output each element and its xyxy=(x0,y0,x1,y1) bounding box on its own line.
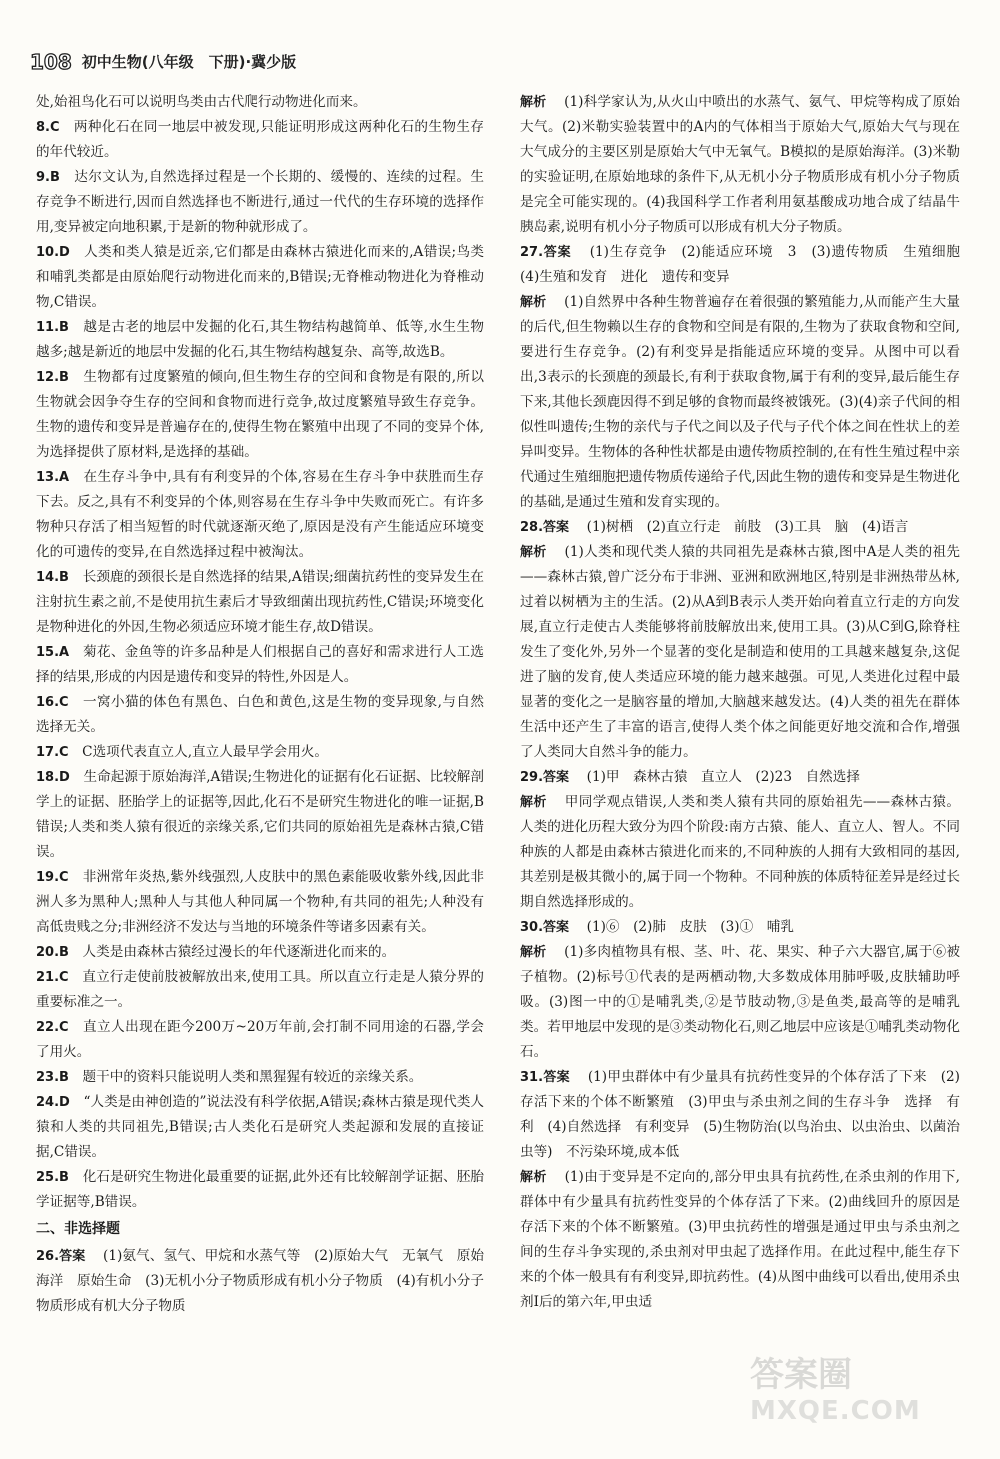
answer-item: 15.A 菊花、金鱼等的许多品种是人们根据自己的喜好和需求进行人工选择的结果,形成的内因是遗传和变异的特性,外因是人。 xyxy=(36,644,485,685)
answer-item: 9.B 达尔文认为,自然选择过程是一个长期的、缓慢的、连续的过程。生存竞争不断进行,因而自然选择也不断进行,通过一代代的生存环境的选择作用,变异被定向地积累,于是新的物种就形成了。 xyxy=(36,169,485,235)
explanation-item: 解析 (1)人类和现代类人猿的共同祖先是森林古猿,图中A是人类的祖先——森林古猿,曾广泛分布于非洲、亚洲和欧洲地区,特别是非洲热带丛林,过着以树栖为主的生活。(2)从A到B表示人类开始向着直立行走的方向发展,直立行走使古人类能够将前肢解放出来,使用工具。(3)从C到G,除脊柱发生了变化外,另外一个显著的变化是制造和使用的工具越来越复杂,这促进了脑的发育,使人类适应环境的能力越来越强。可见,人类进化过程中最显著的变化之一是脑容量的增加,大脑越来越发达。(4)人类的祖先在群体生活中还产生了丰富的语言,使得人类个体之间能更好地交流和合作,增强了人类同大自然斗争的能力。 xyxy=(520,544,960,760)
answer-item: 25.B 化石是研究生物进化最重要的证据,此外还有比较解剖学证据、胚胎学证据等,B错误。 xyxy=(36,1169,484,1210)
right-column xyxy=(520,90,974,1315)
explanation-item: 解析 甲同学观点错误,人类和类人猿有共同的原始祖先——森林古猿。人类的进化历程大致分为四个阶段:南方古猿、能人、直立人、智人。不同种族的人都是由森林古猿进化而来的,不同种族的人拥有大致相同的基因,其差别是极其微小的,属于同一个物种。不同种族的体质特征差异是经过长期自然选择形成的。 xyxy=(520,794,960,910)
answer-item: 20.B 人类是由森林古猿经过漫长的年代逐渐进化而来的。 xyxy=(36,944,396,960)
answer-item: 18.D 生命起源于原始海洋,A错误;生物进化的证据有化石证据、比较解剖学上的证据、胚胎学上的证据等,因此,化石不是研究生物进化的唯一证据,B错误;人类和类人猿有很近的亲缘关系,它们共同的原始祖先是森林古猿,C错误。 xyxy=(36,769,485,860)
answer-item: 22.C 直立人出现在距今200万~20万年前,会打制不同用途的石器,学会了用火。 xyxy=(36,1019,485,1060)
page-number: 108 xyxy=(30,50,72,74)
watermark-main-text: 答案圈 xyxy=(750,1355,852,1395)
answer-item: 29.答案 (1)甲 森林古猿 直立人 (2)23 自然选择 xyxy=(520,769,860,785)
watermark-logo xyxy=(750,1347,970,1437)
answer-item: 23.B 题干中的资料只能说明人类和黑猩猩有较近的亲缘关系。 xyxy=(36,1069,423,1085)
answer-item: 19.C 非洲常年炎热,紫外线强烈,人皮肤中的黑色素能吸收紫外线,因此非洲人多为黑种人;黑种人与其他人种同属一个物种,有共同的祖先;人种没有高低贵贱之分;非洲经济不发达与当地的环境条件等诸多因素有关。 xyxy=(36,869,484,935)
watermark-url: MXQE.COM xyxy=(750,1396,921,1426)
page-header xyxy=(30,44,970,74)
explanation-item: 解析 (1)科学家认为,从火山中喷出的水蒸气、氨气、甲烷等构成了原始大气。(2)米勒实验装置中的A内的气体相当于原始大气,原始大气与现在大气成分的主要区别是原始大气中无氧气。B模拟的是原始海洋。(3)米勒的实验证明,在原始地球的条件下,从无机小分子物质形成有机小分子物质是完全可能实现的。(4)我国科学工作者利用氨基酸成功地合成了结晶牛胰岛素,说明有机小分子物质可以形成有机大分子物质。 xyxy=(520,94,960,235)
explanation-item: 解析 (1)由于变异是不定向的,部分甲虫具有抗药性,在杀虫剂的作用下,群体中有少量具有抗药性变异的个体存活了下来。(2)曲线回升的原因是存活下来的个体不断繁殖。(3)甲虫抗药性的增强是通过甲虫与杀虫剂之间的生存斗争实现的,杀虫剂对甲虫起了选择作用。在此过程中,能生存下来的个体一般具有有利变异,即抗药性。(4)从图中曲线可以看出,使用杀虫剂Ⅰ后的第六年,甲虫适 xyxy=(520,1169,960,1310)
book-title: 初中生物(八年级 下册)·冀少版 xyxy=(81,53,297,71)
answer-item: 13.A 在生存斗争中,具有有利变异的个体,容易在生存斗争中获胜而生存下去。反之,具有不利变异的个体,则容易在生存斗争中失败而死亡。有许多物种只存活了相当短暂的时代就逐渐灭绝了,原因是没有产生能适应环境变化的可遗传的变异,在自然选择过程中被淘汰。 xyxy=(36,469,485,560)
answer-item: 10.D 人类和类人猿是近亲,它们都是由森林古猿进化而来的,A错误;鸟类和哺乳类都是由原始爬行动物进化而来的,B错误;无脊椎动物进化为脊椎动物,C错误。 xyxy=(36,244,485,310)
answer-item: 24.D “人类是由神创造的”说法没有科学依据,A错误;森林古猿是现代类人猿和人类的共同祖先,B错误;古人类化石是研究人类起源和发展的直接证据,C错误。 xyxy=(36,1094,484,1160)
answer-item: 16.C 一窝小猫的体色有黑色、白色和黄色,这是生物的变异现象,与自然选择无关。 xyxy=(36,694,485,735)
answer-item: 21.C 直立行走使前肢被解放出来,使用工具。所以直立行走是人猿分界的重要标准之一。 xyxy=(36,969,484,1010)
answer-item: 28.答案 (1)树栖 (2)直立行走 前肢 (3)工具 脑 (4)语言 xyxy=(520,519,909,535)
explanation-item: 解析 (1)多肉植物具有根、茎、叶、花、果实、种子六大器官,属于⑥被子植物。(2)标号①代表的是两栖动物,大多数成体用肺呼吸,皮肤辅助呼吸。(3)图一中的①是哺乳类,②是节肢动物,③是鱼类,最高等的是哺乳类。若甲地层中发现的是③类动物化石,则乙地层中应该是①哺乳类动物化石。 xyxy=(520,944,960,1060)
answer-item: 30.答案 (1)⑥ (2)肺 皮肤 (3)① 哺乳 xyxy=(520,919,794,935)
answer-item: 11.B 越是古老的地层中发掘的化石,其生物结构越简单、低等,水生生物越多;越是新近的地层中发掘的化石,其生物结构越复杂、高等,故选B。 xyxy=(36,319,485,360)
answer-item: 14.B 长颈鹿的颈很长是自然选择的结果,A错误;细菌抗药性的变异发生在注射抗生素之前,不是使用抗生素后才导致细菌出现抗药性,C错误;环境变化是物种进化的外因,生物必须适应环境才能生存,故D错误。 xyxy=(36,569,485,635)
answer-item: 17.C C选项代表直立人,直立人最早学会用火。 xyxy=(36,744,328,760)
answer-item: 12.B 生物都有过度繁殖的倾向,但生物生存的空间和食物是有限的,所以生物就会因争夺生存的空间和食物而进行竞争,故过度繁殖导致生存竞争。生物的遗传和变异是普遍存在的,使得生物在繁殖中出现了不同的变异个体,为选择提供了原材料,是选择的基础。 xyxy=(36,369,485,460)
answer-item: 27.答案 (1)生存竞争 (2)能适应环境 3 (3)遗传物质 生殖细胞 (4)生殖和发育 进化 遗传和变异 xyxy=(520,244,974,285)
answer-item: 31.答案 (1)甲虫群体中有少量具有抗药性变异的个体存活了下来 (2)存活下来的个体不断繁殖 (3)甲虫与杀虫剂之间的生存斗争 选择 有利 (4)自然选择 有利变异 (5)生物防治(以鸟治虫、以虫治虫、以菌治虫等) 不污染环境,成本低 xyxy=(520,1069,960,1160)
section-heading: 二、非选择题 xyxy=(36,1221,120,1237)
explanation-item: 解析 (1)自然界中各种生物普遍存在着很强的繁殖能力,从而能产生大量的后代,但生物赖以生存的食物和空间是有限的,生物为了获取食物和空间,要进行生存竞争。(2)有利变异是指能适应环境的变异。从图中可以看出,3表示的长颈鹿的颈最长,有利于获取食物,属于有利的变异,最后能生存下来,其他长颈鹿因得不到足够的食物而最终被饿死。(3)(4)亲子代间的相似性叫遗传;生物的亲代与子代之间以及子代与子代个体之间在性状上的差异叫变异。生物体的各种性状都是由遗传物质控制的,在有性生殖过程中亲代通过生殖细胞把遗传物质传递给子代,因此生物的遗传和变异是生物进化的基础,是通过生殖和发育实现的。 xyxy=(520,294,960,510)
left-column xyxy=(36,90,484,1319)
answer-item: 处,始祖鸟化石可以说明鸟类由古代爬行动物进化而来。 xyxy=(36,94,367,110)
answer-item: 26.答案 (1)氨气、氢气、甲烷和水蒸气等 (2)原始大气 无氧气 原始海洋 原始生命 (3)无机小分子物质形成有机小分子物质 (4)有机小分子物质形成有机大分子物质 xyxy=(36,1248,484,1314)
answer-item: 8.C 两种化石在同一地层中被发现,只能证明形成这两种化石的生物生存的年代较近。 xyxy=(36,119,484,160)
